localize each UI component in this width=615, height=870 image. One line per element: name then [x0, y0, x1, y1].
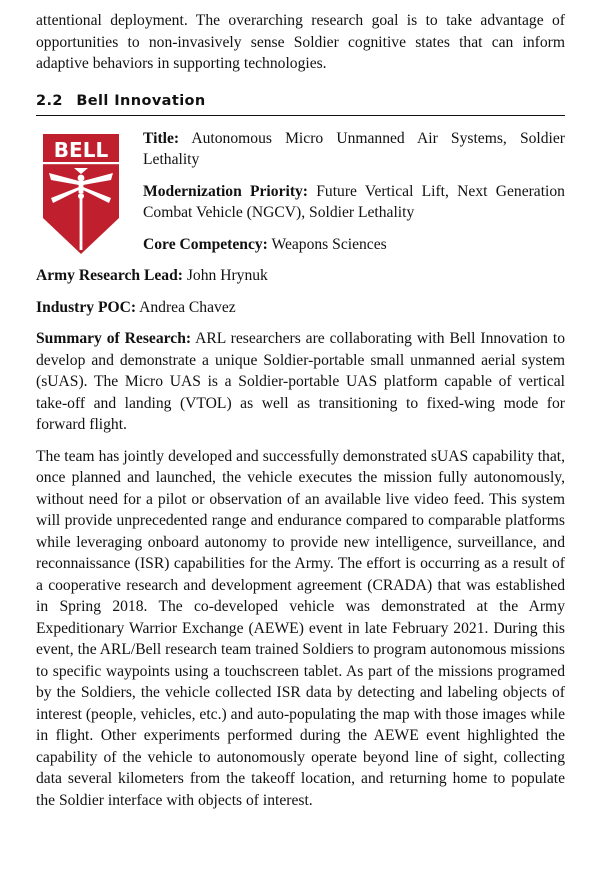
- summary-value: ARL researchers are collaborating with Bell Innovation to develop and demonstrate a unique Soldier-portable small unmanned aerial system (sUAS). The Micro UAS is a Soldier-portable UAS platform capable of vertical take-off and landing (VTOL) as well as transitioning to fixed-wing mode for forward flight.: [36, 330, 565, 433]
- industry-poc-label: Industry POC:: [36, 298, 137, 316]
- industry-poc-field: [36, 297, 565, 319]
- modernization-priority-field: [143, 181, 565, 224]
- title-field: [143, 128, 565, 171]
- army-research-lead-label: Army Research Lead:: [36, 267, 183, 284]
- title-label: Title:: [143, 129, 180, 147]
- section-number: 2.2: [36, 92, 63, 109]
- section-heading: [36, 91, 565, 116]
- modernization-priority-value: Future Vertical Lift, Next Generation Combat Vehicle (NGCV), Soldier Lethality: [143, 182, 565, 221]
- document-page: [36, 10, 565, 821]
- army-research-lead-field: [36, 265, 565, 287]
- title-value: Autonomous Micro Unmanned Air Systems, Soldier Lethality: [143, 129, 565, 168]
- section-title: Bell Innovation: [76, 92, 206, 109]
- bell-logo: [41, 132, 131, 261]
- body-paragraph: The team has jointly developed and successfully demonstrated sUAS capability that, once planned and launched, the vehicle executes the mission fully autonomously, without need for a pilot or observation of an available live video feed. This system will provide unprecedented range and endurance compared to comparable platforms while leveraging onboard autonomy to provide new intelligence, surveillance, and reconnaissance (ISR) capabilities for the Army. The effort is occurring as a result of a cooperative research and development agreement (CRADA) that was established in Spring 2018. The co-developed vehicle was demonstrated at the Army Expeditionary Warrior Exchange (AEWE) event in late February 2021. During this event, the ARL/Bell research team trained Soldiers to program autonomous missions to specific waypoints using a touchscreen tablet. As part of the missions programed by the Soldiers, the vehicle collected ISR data by detecting and labeling objects of interest (people, vehicles, etc.) and auto-populating the map with those images while in flight. Other experiments performed during the AEWE event highlighted the capability of the vehicle to autonomously operate beyond line of sight, collecting data several kilometers from the takeoff location, and returning home to populate the Soldier interface with objects of interest.: [36, 447, 565, 809]
- modernization-priority-label: Modernization Priority:: [143, 182, 308, 200]
- core-competency-label: Core Competency:: [143, 235, 268, 253]
- logo-text: BELL: [53, 137, 109, 162]
- core-competency-value: Weapons Sciences: [267, 235, 387, 253]
- project-meta: [143, 128, 565, 266]
- summary-label: Summary of Research:: [36, 330, 192, 347]
- industry-poc-value: Andrea Chavez: [136, 298, 236, 316]
- army-research-lead-value: John Hrynuk: [182, 267, 268, 284]
- intro-paragraph: attentional deployment. The overarching research goal is to take advantage of opportunities to non-invasively sense Soldier cognitive states that can inform adaptive behaviors in supporting technologies.: [36, 12, 565, 72]
- core-competency-field: [143, 234, 565, 256]
- project-header: [36, 128, 565, 266]
- summary-field: [36, 328, 565, 436]
- bell-dragonfly-logo-icon: [41, 132, 121, 256]
